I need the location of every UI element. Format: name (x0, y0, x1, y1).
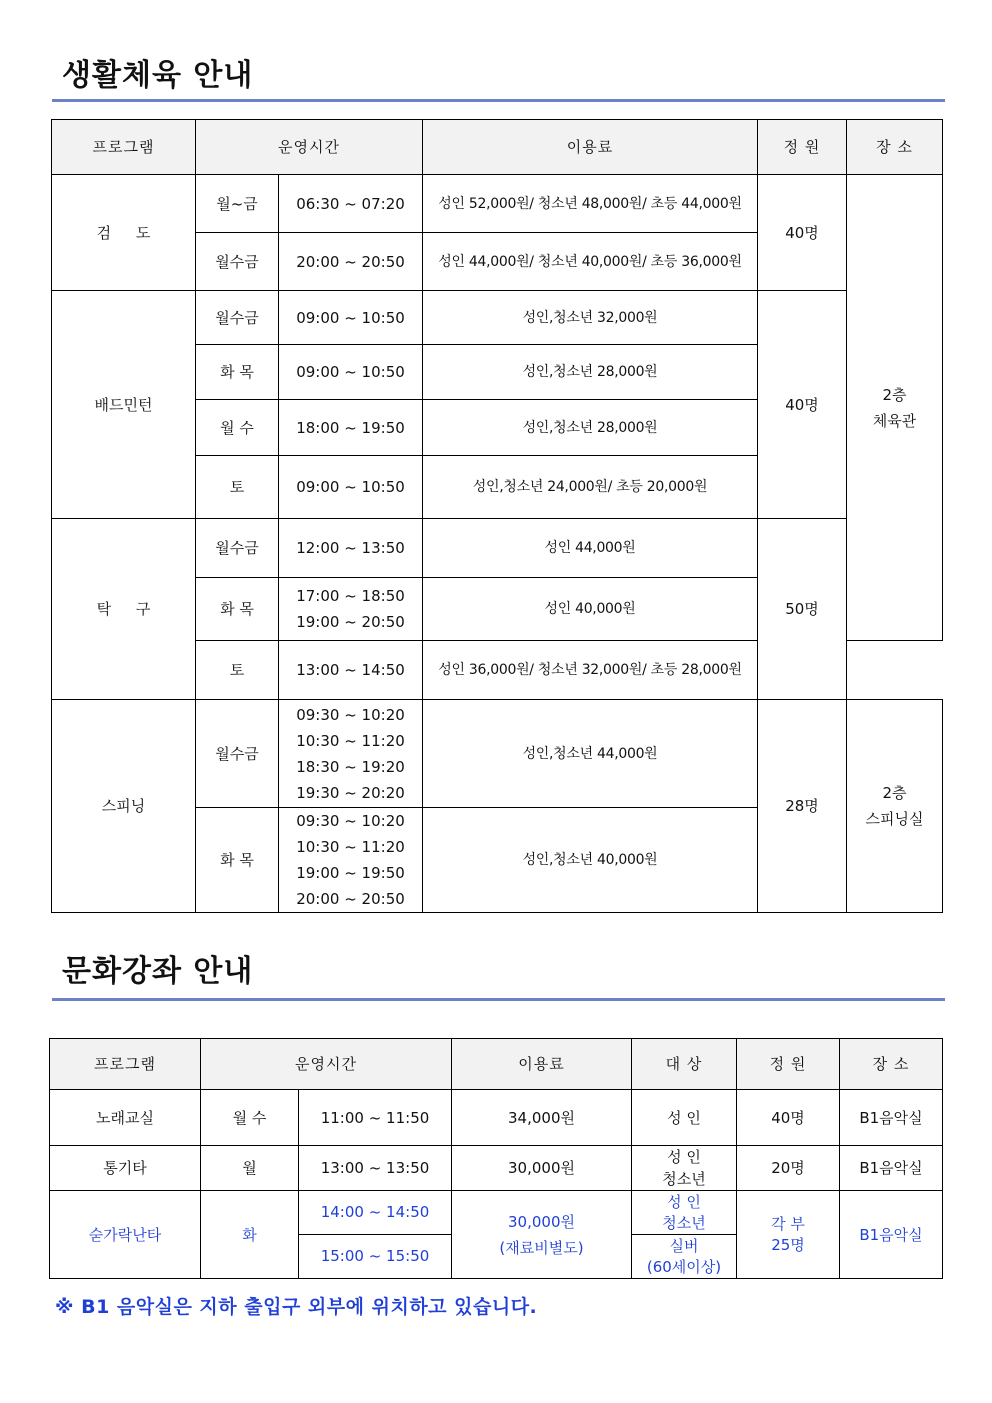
time-line: 10:30 ~ 11:20 (296, 731, 405, 750)
fee-cell: 34,000원 (452, 1090, 632, 1146)
capacity-line: 25명 (771, 1235, 805, 1254)
location-spinning (847, 700, 943, 913)
time-cell: 09:00 ~ 10:50 (279, 345, 423, 400)
sports-schedule-table (51, 119, 943, 913)
sports-title-rule (52, 99, 945, 102)
program-singing: 노래교실 (50, 1090, 201, 1146)
header-hours: 운영시간 (196, 120, 423, 175)
target-line: 성 인 (667, 1148, 701, 1166)
time-line: 19:30 ~ 20:20 (296, 783, 405, 802)
program-kendo: 검 도 (52, 175, 196, 291)
table-row (52, 519, 943, 578)
location-line1: 2층 (882, 784, 907, 802)
capacity-kendo: 40명 (758, 175, 847, 291)
header-program: 프로그램 (52, 120, 196, 175)
fee-cell: 성인,청소년 28,000원 (423, 400, 758, 456)
days-cell: 화 목 (196, 345, 279, 400)
sports-section-title: 생활체육 안내 (62, 58, 254, 93)
target-group (632, 1234, 736, 1278)
time-line: 09:30 ~ 10:20 (296, 705, 405, 724)
fee-cell: 성인 44,000원 (423, 519, 758, 578)
fee-cell: 성인 52,000원/ 청소년 48,000원/ 초등 44,000원 (423, 175, 758, 233)
time-cell: 09:00 ~ 10:50 (279, 291, 423, 345)
culture-title-rule (52, 998, 945, 1001)
time-line: 18:30 ~ 19:20 (296, 757, 405, 776)
time-cell: 20:00 ~ 20:50 (279, 233, 423, 291)
program-nanta: 숟가락난타 (50, 1191, 201, 1279)
time-cell: 12:00 ~ 13:50 (279, 519, 423, 578)
time-cell: 11:00 ~ 11:50 (299, 1090, 452, 1146)
culture-header-row (50, 1039, 943, 1090)
sports-header-row (52, 120, 943, 175)
header-fee: 이용료 (423, 120, 758, 175)
time-cell: 18:00 ~ 19:50 (279, 400, 423, 456)
location-cell: B1음악실 (840, 1090, 943, 1146)
time-line: 14:00 ~ 14:50 (320, 1203, 430, 1221)
program-guitar: 통기타 (50, 1146, 201, 1191)
table-row (52, 291, 943, 345)
capacity-spinning: 28명 (758, 700, 847, 913)
location-gym (847, 175, 943, 641)
table-row (52, 175, 943, 233)
target-line: (60세이상) (646, 1257, 722, 1276)
target-line: 청소년 (662, 1170, 706, 1188)
days-cell: 토 (196, 641, 279, 700)
capacity-tabletennis: 50명 (758, 519, 847, 700)
header-hours: 운영시간 (201, 1039, 452, 1090)
culture-schedule-table (49, 1038, 943, 1279)
program-tabletennis: 탁 구 (52, 519, 196, 700)
days-cell: 월 수 (201, 1090, 299, 1146)
days-cell: 월수금 (196, 291, 279, 345)
days-cell: 월 수 (196, 400, 279, 456)
fee-line: (재료비별도) (499, 1238, 584, 1257)
time-cell: 13:00 ~ 14:50 (279, 641, 423, 700)
capacity-line: 각 부 (771, 1214, 805, 1233)
time-cell (299, 1191, 452, 1279)
capacity-cell: 20명 (737, 1146, 840, 1191)
time-line: 10:30 ~ 11:20 (296, 838, 405, 856)
header-program: 프로그램 (50, 1039, 201, 1090)
capacity-cell: 40명 (737, 1090, 840, 1146)
fee-cell: 성인,청소년 24,000원/ 초등 20,000원 (423, 456, 758, 519)
fee-cell: 성인,청소년 44,000원 (423, 700, 758, 808)
days-cell: 월 (201, 1146, 299, 1191)
table-row (50, 1146, 943, 1191)
time-cell (279, 700, 423, 808)
fee-line: 30,000원 (508, 1212, 575, 1231)
time-cell (279, 808, 423, 913)
time-cell: 09:00 ~ 10:50 (279, 456, 423, 519)
time-line: 15:00 ~ 15:50 (299, 1234, 451, 1278)
target-line: 실버 (669, 1236, 699, 1255)
time-line: 20:00 ~ 20:50 (296, 890, 405, 908)
location-cell: B1음악실 (840, 1191, 943, 1279)
days-cell: 월수금 (196, 519, 279, 578)
days-cell: 토 (196, 456, 279, 519)
time-line: 19:00 ~ 20:50 (296, 613, 405, 631)
header-fee: 이용료 (452, 1039, 632, 1090)
program-badminton: 배드민턴 (52, 291, 196, 519)
header-capacity: 정 원 (737, 1039, 840, 1090)
target-cell: 성 인 (632, 1090, 737, 1146)
fee-cell: 성인,청소년 40,000원 (423, 808, 758, 913)
target-line: 청소년 (662, 1213, 706, 1232)
days-cell: 화 목 (196, 808, 279, 913)
location-line2: 스피닝실 (865, 810, 924, 828)
capacity-badminton: 40명 (758, 291, 847, 519)
header-capacity: 정 원 (758, 120, 847, 175)
time-line: 09:30 ~ 10:20 (296, 812, 405, 830)
program-spinning: 스피닝 (52, 700, 196, 913)
location-line2: 체육관 (872, 411, 917, 430)
location-cell: B1음악실 (840, 1146, 943, 1191)
days-cell: 월수금 (196, 700, 279, 808)
fee-cell: 성인,청소년 28,000원 (423, 345, 758, 400)
header-location: 장 소 (847, 120, 943, 175)
music-room-note: ※ B1 음악실은 지하 출입구 외부에 위치하고 있습니다. (55, 1296, 538, 1318)
target-group (632, 1191, 736, 1234)
days-cell: 화 목 (196, 578, 279, 641)
time-line: 19:00 ~ 19:50 (296, 864, 405, 882)
fee-cell: 성인 40,000원 (423, 578, 758, 641)
location-line1: 2층 (882, 385, 907, 404)
fee-cell: 성인,청소년 32,000원 (423, 291, 758, 345)
fee-cell (452, 1191, 632, 1279)
header-target: 대 상 (632, 1039, 737, 1090)
time-cell (279, 578, 423, 641)
time-cell: 13:00 ~ 13:50 (299, 1146, 452, 1191)
fee-cell: 성인 36,000원/ 청소년 32,000원/ 초등 28,000원 (423, 641, 758, 700)
table-row (52, 700, 943, 808)
days-cell: 화 (201, 1191, 299, 1279)
culture-section-title: 문화강좌 안내 (62, 954, 254, 989)
fee-cell: 성인 44,000원/ 청소년 40,000원/ 초등 36,000원 (423, 233, 758, 291)
header-location: 장 소 (840, 1039, 943, 1090)
target-line: 성 인 (667, 1192, 701, 1211)
fee-cell: 30,000원 (452, 1146, 632, 1191)
capacity-cell (737, 1191, 840, 1279)
table-row (50, 1191, 943, 1279)
days-cell: 월수금 (196, 233, 279, 291)
table-row (50, 1090, 943, 1146)
target-cell (632, 1191, 737, 1279)
time-line: 17:00 ~ 18:50 (296, 587, 405, 605)
time-cell: 06:30 ~ 07:20 (279, 175, 423, 233)
target-cell (632, 1146, 737, 1191)
days-cell: 월~금 (196, 175, 279, 233)
